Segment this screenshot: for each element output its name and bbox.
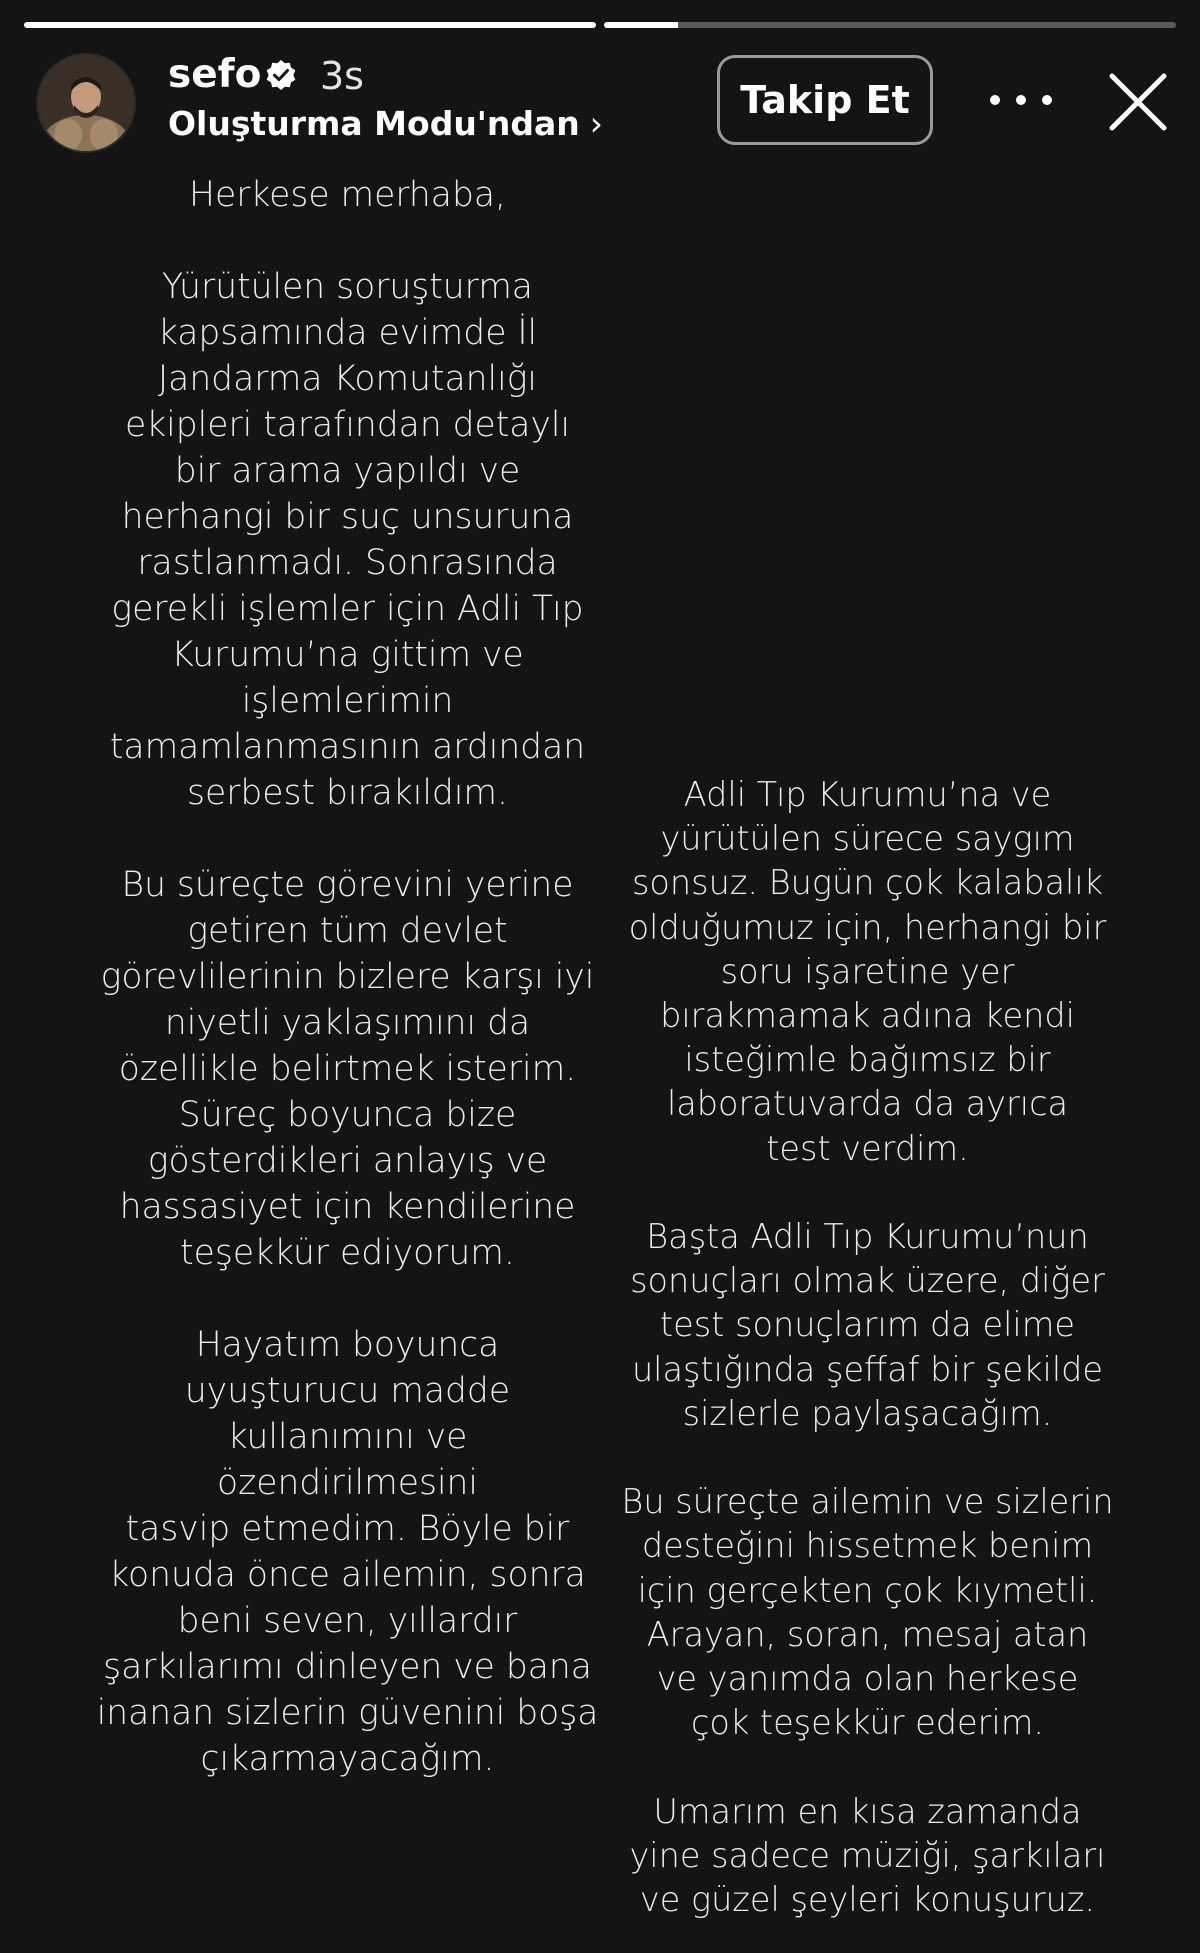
verified-badge-icon — [265, 59, 297, 91]
more-dot — [1016, 95, 1026, 105]
close-icon[interactable] — [1106, 70, 1170, 134]
username[interactable]: sefo — [168, 52, 262, 97]
more-dot — [990, 95, 1000, 105]
story-progress-fill-2 — [604, 22, 678, 28]
story-progress-segment-1 — [24, 22, 596, 28]
more-options-icon[interactable] — [990, 78, 1052, 122]
avatar-image — [38, 55, 134, 151]
follow-button[interactable]: Takip Et — [717, 55, 933, 145]
more-dot — [1042, 95, 1052, 105]
greeting-text: Herkese merhaba, — [189, 175, 506, 215]
story-text-left-column — [95, 172, 600, 1782]
statement-paragraph: Bu süreçte ailemin ve sizlerin desteğini hissetmek benim için gerçekten çok kıymetli. Arayan, soran, mesaj atan ve yanımda olan herkese çok teşekkür ederim. — [621, 1482, 1114, 1743]
statement-paragraph: Hayatım boyunca uyuşturucu madde kullanımını ve özendirilmesini tasvip etmedim. Böyle bir konuda önce ailemin, sonra beni seven, yıllardır şarkılarımı dinleyen ve bana inanan sizlerin güvenini boşa çıkarmayacağım. — [96, 1325, 599, 1779]
closing-text: Umarım en kısa zamanda yine sadece müziği, şarkıları ve güzel şeyleri konuşuruz. — [629, 1791, 1106, 1920]
creation-mode-link[interactable] — [168, 104, 603, 143]
post-time: 3s — [320, 54, 364, 98]
story-progress-fill-1 — [24, 22, 596, 28]
statement-paragraph: Adli Tıp Kurumu’na ve yürütülen sürece saygım sonsuz. Bugün çok kalabalık olduğumuz için, herhangi bir soru işaretine yer bırakmamak adına kendi isteğimle bağımsız bir laboratuvarda da ayrıca test verdim. — [628, 775, 1107, 1168]
story-progress-segment-2 — [604, 22, 1176, 28]
story-text-right-column — [620, 773, 1115, 1922]
avatar[interactable] — [36, 53, 136, 153]
statement-paragraph: Başta Adli Tıp Kurumu’nun sonuçları olmak üzere, diğer test sonuçlarım da elime ulaştığında şeffaf bir şekilde sizlerle paylaşacağım. — [630, 1217, 1105, 1433]
statement-paragraph: Yürütülen soruşturma kapsamında evimde İl Jandarma Komutanlığı ekipleri tarafından detaylı bir arama yapıldı ve herhangi bir suç unsuruna rastlanmadı. Sonrasında gerekli işlemler için Adli Tıp Kurumu’na gittim ve işlemlerimin tamamlanmasının ardından serbest bırakıldım. — [109, 267, 586, 813]
statement-paragraph: Bu süreçte görevini yerine getiren tüm devlet görevlilerinin bizlere karşı iyi niyetli yaklaşımını da özellikle belirtmek isterim. Süreç boyunca bize gösterdikleri anlayış ve hassasiyet için kendilerine teşekkür ediyorum. — [100, 865, 595, 1273]
creation-mode-label: Oluşturma Modu'ndan — [168, 104, 580, 143]
chevron-right-icon: › — [589, 104, 603, 143]
